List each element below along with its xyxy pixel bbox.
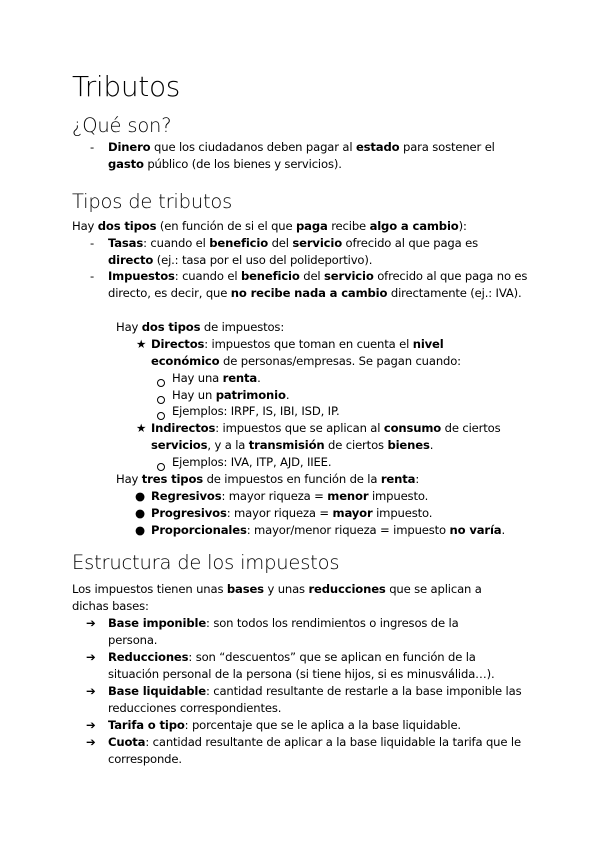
list-item [86, 615, 508, 648]
star-marker: ★ [136, 337, 147, 351]
bold-term: Base liquidable [108, 684, 206, 698]
text-segment: Hay [72, 219, 98, 233]
list-item [135, 522, 531, 539]
bold-term: Progresivos [151, 506, 227, 520]
list-item [86, 683, 528, 716]
text-segment: de ciertos [441, 421, 501, 435]
list-item [86, 649, 528, 682]
bold-term: estado [355, 140, 400, 154]
text-segment: que los ciudadanos deben pagar al [150, 140, 356, 154]
text-segment: de impuestos: [200, 320, 285, 334]
arrow-marker: ➔ [86, 718, 96, 732]
bold-term: beneficio [240, 269, 300, 283]
text-segment: : son “descuentos” que se aplican en función de la situación personal de la persona (si tiene hijos, si es minusválida…). [108, 650, 495, 681]
text-segment: del [299, 269, 325, 283]
bold-term: tres tipos [141, 472, 204, 486]
text-segment: , y a la [207, 437, 249, 452]
text-segment: : mayor riqueza = [226, 506, 333, 520]
bold-term: servicio [292, 236, 343, 250]
rich-text [108, 684, 521, 715]
text-segment: de ciertos [324, 437, 388, 452]
paragraph [72, 581, 512, 614]
bold-term: beneficio [209, 236, 269, 250]
bold-term: algo a cambio [369, 219, 459, 233]
rich-text [151, 337, 461, 368]
text-segment: Hay un [172, 388, 216, 402]
bold-term: consumo [383, 421, 442, 435]
text-segment: . [429, 437, 434, 452]
text-segment: : impuestos que toman en cuenta el [204, 337, 413, 351]
list-item [135, 488, 531, 505]
text-segment: que se aplican a dichas bases: [72, 582, 482, 613]
rich-text [72, 219, 467, 233]
text-segment: : cuando el [143, 236, 210, 250]
bold-term: gasto [108, 156, 144, 171]
bold-term: no varía [449, 523, 502, 537]
bold-term: Indirectos [151, 421, 216, 435]
bold-term: Impuestos [108, 269, 175, 283]
list-item-impuestos [90, 268, 528, 301]
paragraph [116, 319, 516, 336]
bold-term: renta [222, 371, 258, 385]
text-segment: público (de los bienes y servicios). [143, 156, 342, 171]
star-marker: ★ [136, 421, 147, 435]
text-segment: y unas [263, 582, 309, 596]
bold-term: nivel económico [151, 337, 444, 368]
bold-term: Tarifa o tipo [108, 718, 185, 732]
text-segment: Hay una [172, 371, 223, 385]
bold-term: transmisión [248, 437, 325, 452]
bold-term: Base imponible [108, 616, 207, 630]
arrow-marker: ➔ [86, 684, 96, 698]
bold-term: servicio [324, 269, 374, 283]
bold-term: renta [380, 472, 416, 486]
bold-term: Cuota [108, 735, 146, 749]
section-heading-que-son: ¿Qué son? [72, 114, 172, 137]
rich-text [151, 489, 428, 503]
list-item [90, 139, 528, 172]
sub-item [172, 387, 492, 404]
bold-term: servicios [151, 437, 208, 452]
rich-text [108, 140, 495, 171]
list-item-indirectos [136, 420, 531, 453]
bold-term: bases [226, 582, 264, 596]
text-segment: para sostener el [399, 140, 495, 154]
text-segment: ofrecido al que paga es [342, 236, 478, 250]
text-segment: (ej.: tasa por el uso del polideportivo). [153, 252, 373, 267]
list-item-tasas [90, 235, 518, 268]
rich-text [151, 523, 505, 537]
text-segment: : [415, 472, 420, 486]
text-segment: (en función de si el que [156, 219, 296, 233]
list-item [86, 734, 533, 767]
sub-item [172, 370, 492, 387]
bold-term: Proporcionales [151, 523, 247, 537]
rich-text [172, 388, 289, 402]
rich-text [172, 404, 340, 418]
rich-text [116, 320, 284, 334]
list-item [86, 717, 528, 734]
bold-term: paga [296, 219, 328, 233]
bold-term: Dinero [108, 140, 151, 154]
text-segment: . [257, 371, 261, 385]
dash-marker: - [90, 140, 95, 154]
bullet-marker: ● [135, 489, 145, 503]
bold-term: bienes [387, 437, 430, 452]
rich-text [116, 472, 419, 486]
text-segment: de personas/empresas. Se pagan cuando: [219, 353, 461, 368]
example-text: Ejemplos: IVA, ITP, AJD, IIEE. [172, 455, 332, 469]
bold-term: dos tipos [141, 320, 201, 334]
text-segment: : son todos los rendimientos o ingresos de la persona. [108, 616, 459, 647]
text-segment: : impuestos que se aplican al [215, 421, 384, 435]
sub-item [172, 403, 492, 420]
sub-item [172, 454, 492, 471]
arrow-marker: ➔ [86, 650, 96, 664]
text-segment: . [501, 523, 506, 537]
text-segment: . [285, 388, 290, 402]
dash-marker: - [90, 269, 95, 283]
paragraph [72, 218, 532, 235]
rich-text [108, 616, 459, 647]
circle-marker [157, 392, 165, 409]
page-title: Tributos [72, 70, 181, 103]
section-heading-tipos: Tipos de tributos [72, 190, 233, 213]
rich-text [172, 371, 261, 385]
text-segment: : mayor riqueza = [221, 489, 328, 503]
dash-marker: - [90, 236, 95, 250]
text-segment: Hay [116, 320, 142, 334]
bold-term: menor [327, 489, 369, 503]
bold-term: dos tipos [97, 219, 157, 233]
text-segment: directamente (ej.: IVA). [387, 285, 522, 300]
rich-text [151, 506, 432, 520]
bold-term: no recibe nada a cambio [230, 285, 388, 300]
text-segment: : mayor/menor riqueza = impuesto [246, 523, 450, 537]
list-item-directos [136, 336, 501, 369]
arrow-marker: ➔ [86, 616, 96, 630]
bold-term: Directos [151, 337, 205, 351]
text-segment: recibe [327, 219, 370, 233]
rich-text [108, 650, 495, 681]
text-segment: Los impuestos tienen unas [72, 582, 227, 596]
bold-term: Reducciones [108, 650, 189, 664]
text-segment: : cuando el [174, 269, 241, 283]
arrow-marker: ➔ [86, 735, 96, 749]
bold-term: mayor [332, 506, 373, 520]
text-segment: : porcentaje que se le aplica a la base liquidable. [184, 718, 461, 732]
bold-term: directo [108, 252, 154, 267]
list-item [135, 505, 531, 522]
circle-marker [157, 375, 165, 392]
text-segment: impuesto. [372, 506, 433, 520]
bold-term: Tasas [108, 236, 144, 250]
rich-text [108, 269, 527, 300]
rich-text [108, 236, 478, 267]
bullet-marker: ● [135, 523, 145, 537]
text-segment: : cantidad resultante de restarle a la base imponible las reducciones correspondientes. [108, 684, 522, 715]
bold-term: Regresivos [151, 489, 222, 503]
rich-text [72, 582, 482, 613]
text-segment: : cantidad resultante de aplicar a la base liquidable la tarifa que le corresponde. [108, 735, 521, 766]
paragraph [116, 471, 516, 488]
text-segment: Hay [116, 472, 142, 486]
bold-term: patrimonio [215, 388, 286, 402]
text-segment: ofrecido al que paga no es directo, es decir, que [108, 269, 528, 300]
text-segment: del [268, 236, 293, 250]
text-segment: de impuestos en función de la [203, 472, 381, 486]
rich-text [108, 718, 461, 732]
text-segment: Ejemplos: IRPF, IS, IBI, ISD, IP. [172, 404, 340, 418]
section-heading-estructura: Estructura de los impuestos [72, 551, 340, 574]
text-segment: ): [458, 219, 467, 233]
bullet-marker: ● [135, 506, 145, 520]
rich-text [151, 421, 501, 452]
rich-text [108, 735, 521, 766]
text-segment: impuesto. [368, 489, 429, 503]
bold-term: reducciones [308, 582, 386, 596]
